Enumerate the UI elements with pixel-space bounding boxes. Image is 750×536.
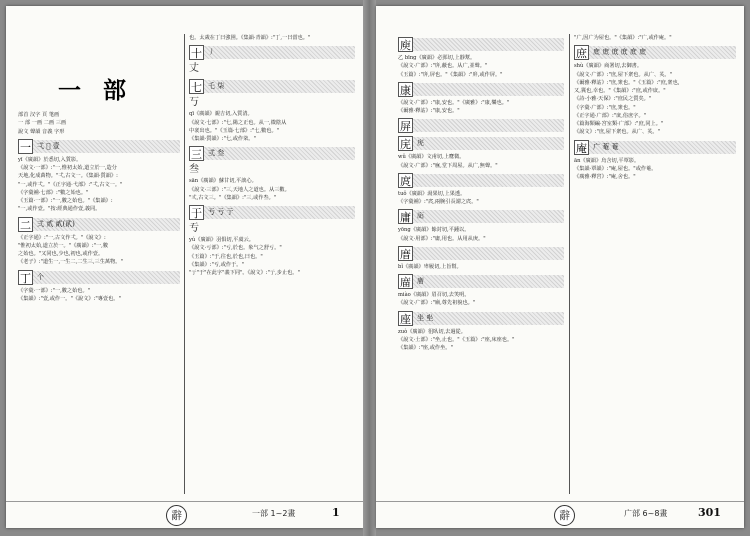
large-character: 亐: [189, 223, 199, 234]
entry-header: [398, 37, 564, 52]
head-character: 屏: [400, 120, 411, 134]
left-page: [6, 6, 363, 528]
entry-header: [398, 136, 564, 151]
definition-line: 《說文·七部》:"七,陽之正也。从一,微陰从: [189, 119, 287, 126]
entry-header: [398, 173, 564, 188]
entry-header: [574, 140, 736, 155]
entry-header: [398, 82, 564, 97]
head-character: 三: [191, 148, 202, 162]
dictionary-seal-icon: 辭: [554, 505, 575, 526]
entry-header: [398, 118, 564, 133]
head-character: 座: [400, 312, 411, 326]
definition-line: 《字彙·一部》:"一,數之始也。": [18, 287, 91, 294]
definition-line: 《篇海類編·宮室類·广部》:"庶,同上。": [574, 121, 664, 127]
definition-line: bǐ《廣韻》卑履切,上旨幫。: [398, 263, 462, 270]
column-divider: [184, 34, 185, 494]
large-character: 叁: [189, 164, 199, 176]
definition-line: 乙 bīng《廣韻》必郢切,上靜幫。: [398, 55, 476, 61]
head-character: 庑: [400, 138, 411, 152]
definition-line: tuǒ《廣韻》湯果切,上果透。: [398, 190, 466, 197]
variant-forms: 乇 柒: [204, 80, 355, 93]
definition-line: 《正字通》:"一,古文作弌。"《說文》:: [18, 234, 106, 241]
variant-forms: [413, 38, 564, 51]
definition-line: 《詩·小雅·天保》:"庶民之質矣。": [574, 96, 652, 103]
definition-line: 又,冀也,幸也。"《集韻》:"庶,或作庻。": [574, 88, 666, 94]
definition-line: 《說文·土部》:"坐,止也。"《玉篇》:"座,床座也。": [398, 336, 515, 343]
head-character: 十: [191, 47, 202, 61]
definition-line: 《玉篇·一部》:"一,數之始也。"《集韻》:: [18, 198, 113, 204]
variant-forms: 丿: [204, 46, 355, 59]
definition-line: 《說文》:"庶,屋下衆也。从广、炗。": [574, 129, 660, 136]
definition-line: 《正字通·广部》:"庻,俗庶字。": [574, 112, 647, 119]
large-character: 丂: [189, 97, 199, 109]
definition-line: 也。太歲在丁曰強圉。《集韻·青韻》:"丁,一曰當也。": [189, 35, 311, 41]
entry-header: [189, 146, 355, 161]
definition-line: 《玉篇》:"于,往也,於也,曰也。": [189, 253, 263, 260]
entry-header: [189, 45, 355, 60]
book-gutter: [363, 0, 376, 536]
definition-line: 《說文·亏部》:"亏,於也。象气之舒亏。": [189, 245, 282, 252]
definition-line: 《字彙補·七部》:"數之始也。": [18, 189, 89, 196]
definition-line: 部首 汉字 頁 笔画: [18, 112, 60, 118]
definition-line: 《玉篇》:"庰,屏也。"《集韻》:"庰,或作屏。": [398, 71, 503, 78]
definition-line: 《說文·广部》:"廡,堂下周屋。从广,無聲。": [398, 162, 498, 169]
head-character: 庿: [400, 276, 411, 289]
footer-range: 广部 6~8畫: [624, 509, 668, 518]
head-character: 一: [20, 140, 31, 154]
variant-forms: [413, 174, 564, 187]
definition-line: 天地,化成萬物。"弌,古文一。《集韻·質韻》:: [18, 173, 118, 180]
left-page-footer: [6, 501, 363, 528]
entry-header: [189, 79, 355, 94]
definition-line: miào《廣韻》眉召切,去笑明。: [398, 292, 470, 298]
page-number: 1: [332, 506, 340, 519]
section-title: 一 部: [58, 78, 134, 104]
head-character: 七: [191, 81, 202, 95]
variant-forms: [413, 119, 564, 132]
variant-forms: 弍 贰 貳(貮): [33, 218, 180, 231]
variant-forms: 弎 叁: [204, 147, 355, 160]
variant-forms: [413, 247, 564, 260]
right-page-footer: [376, 501, 744, 528]
entry-header: [189, 205, 355, 220]
column-b: [189, 34, 355, 496]
definition-line: 《集韻·質韻》:"七,或作柒。": [189, 136, 256, 142]
entry-header: [398, 274, 564, 289]
head-character: 康: [400, 83, 411, 97]
variant-forms: 𢊅: [413, 210, 564, 223]
variant-forms: 个: [33, 271, 180, 284]
definition-line: 說文 聲韻 音義 字形: [18, 128, 65, 135]
column-d: [574, 34, 736, 496]
definition-line: 《集韻》:"壹,或作一。"《說文》:"專壹也。": [18, 295, 121, 302]
definition-line: 《廣雅·釋宮》:"庵,舍也。": [574, 174, 636, 180]
dictionary-seal-icon: 辭: [166, 505, 187, 526]
definition-line: 《說文·三部》:"三,天地人之道也。从三數。: [189, 186, 290, 193]
variant-forms: 庑: [413, 137, 564, 150]
definition-line: yú《廣韻》羽俱切,平虞云。: [189, 237, 254, 243]
definition-line: "弎,古文三。"《集韻》:"三,或作叁。": [189, 194, 277, 201]
definition-line: sān《廣韻》蘇甘切,平談心。: [189, 178, 257, 185]
definition-line: 《集韻》:"亐,或作于。": [189, 261, 244, 268]
definition-line: "亍"于"在此字"義下同"。《說文》:"亍,步止也。": [189, 270, 300, 276]
head-character: 庵: [576, 141, 587, 155]
definition-line: zuò《廣韻》徂臥切,去過從。: [398, 328, 466, 335]
variant-forms: 坐 㘴: [413, 312, 564, 325]
variant-forms: 庿: [413, 275, 564, 288]
entry-header: [18, 139, 180, 154]
head-character: 二: [20, 218, 31, 232]
head-character: 丁: [20, 271, 31, 285]
definition-line: ān《廣韻》烏含切,平覃影。: [574, 157, 640, 164]
definition-line: 《集韻·覃韻》:"庵,屋也。"或作菴。: [574, 165, 657, 172]
head-character: 庾: [400, 39, 411, 52]
entry-header: [398, 311, 564, 326]
entry-header: [18, 270, 180, 285]
entry-header: [398, 209, 564, 224]
definition-line: "一,或作弌。"《正字通·弋部》:"弌,古文一。": [18, 181, 123, 188]
page-number: 301: [698, 506, 721, 519]
head-character: 庴: [400, 247, 411, 261]
definition-line: yōng《廣韻》餘封切,平鍾以。: [398, 227, 470, 234]
definition-line: 一 部 一画 二画 三画: [18, 120, 67, 127]
definition-line: "惟初太始,道立於一。"《廣韻》:"一,數: [18, 242, 109, 249]
head-character: 庹: [400, 174, 411, 188]
footer-range: 一部 1~2畫: [252, 509, 296, 518]
entry-header: [18, 217, 180, 232]
definition-line: 《集韻》:"座,或作坐。": [398, 345, 453, 351]
definition-line: 之始也。"又同也,少也,初也,或作壹。: [18, 251, 104, 257]
definition-line: 《字彙·广部》:"庶,衆也。": [574, 104, 636, 111]
large-character: 丈: [189, 63, 199, 75]
definition-line: qī《廣韻》親吉切,入質清。: [189, 111, 253, 118]
head-character: 庸: [400, 211, 411, 225]
definition-line: 《說文·一部》:"一,惟初太始,道立於一,造分: [18, 165, 117, 171]
column-c: [398, 34, 564, 496]
column-divider: [569, 34, 570, 494]
definition-line: 《說文·用部》:"庸,用也。从用从庚。": [398, 235, 486, 242]
definition-line: yī《廣韻》於悉切,入質影。: [18, 156, 82, 163]
variant-forms: 弌 𠤪 壹: [33, 140, 180, 153]
definition-line: 《說文·广部》:"庶,屋下衆也。从广、炗。": [574, 71, 673, 78]
definition-line: 《字彙補》:"庹,兩腕引長謂之庹。": [398, 199, 479, 205]
definition-line: 《說文·广部》:"廟,尊先祖貌也。": [398, 300, 476, 307]
right-page: [376, 6, 744, 528]
head-character: 于: [191, 207, 202, 220]
variant-forms: 广 菴 菴: [589, 141, 736, 154]
variant-forms: 庻 庻 庻 庻 庻 庻: [589, 46, 736, 59]
head-character: 庶: [576, 47, 587, 61]
definition-line: 《爾雅·釋詁》:"庶,衆也。"《玉篇》:"庶,衆也,: [574, 79, 680, 86]
definition-line: 《說文·广部》:"康,安也。"《廣雅》:"康,樂也。": [398, 99, 510, 106]
variant-forms: [413, 83, 564, 96]
definition-line: wǔ《廣韻》文甫切,上麌微。: [398, 154, 465, 161]
definition-line: shù《廣韻》商署切,去御書。: [574, 63, 643, 70]
definition-line: "广,因广为屋也。"《集韻》:"广,或作庵。": [574, 35, 672, 41]
entry-header: [574, 45, 736, 60]
definition-line: 《爾雅·釋詁》:"康,安也。": [398, 108, 460, 114]
column-a: [18, 111, 180, 496]
definition-line: 《說文·广部》:"庰,蔽也。从广,並聲。": [398, 63, 488, 70]
definition-line: 中衺出也。"《玉篇·七部》:"七,數也。": [189, 127, 280, 134]
definition-line: 《老子》:"道生一,一生二,二生三,三生萬物。": [18, 259, 123, 266]
entry-header: [398, 246, 564, 261]
variant-forms: 亐 亏 亍: [204, 206, 355, 219]
definition-line: "一,或作壹。"按:經典通作壹,義同。: [18, 206, 101, 213]
